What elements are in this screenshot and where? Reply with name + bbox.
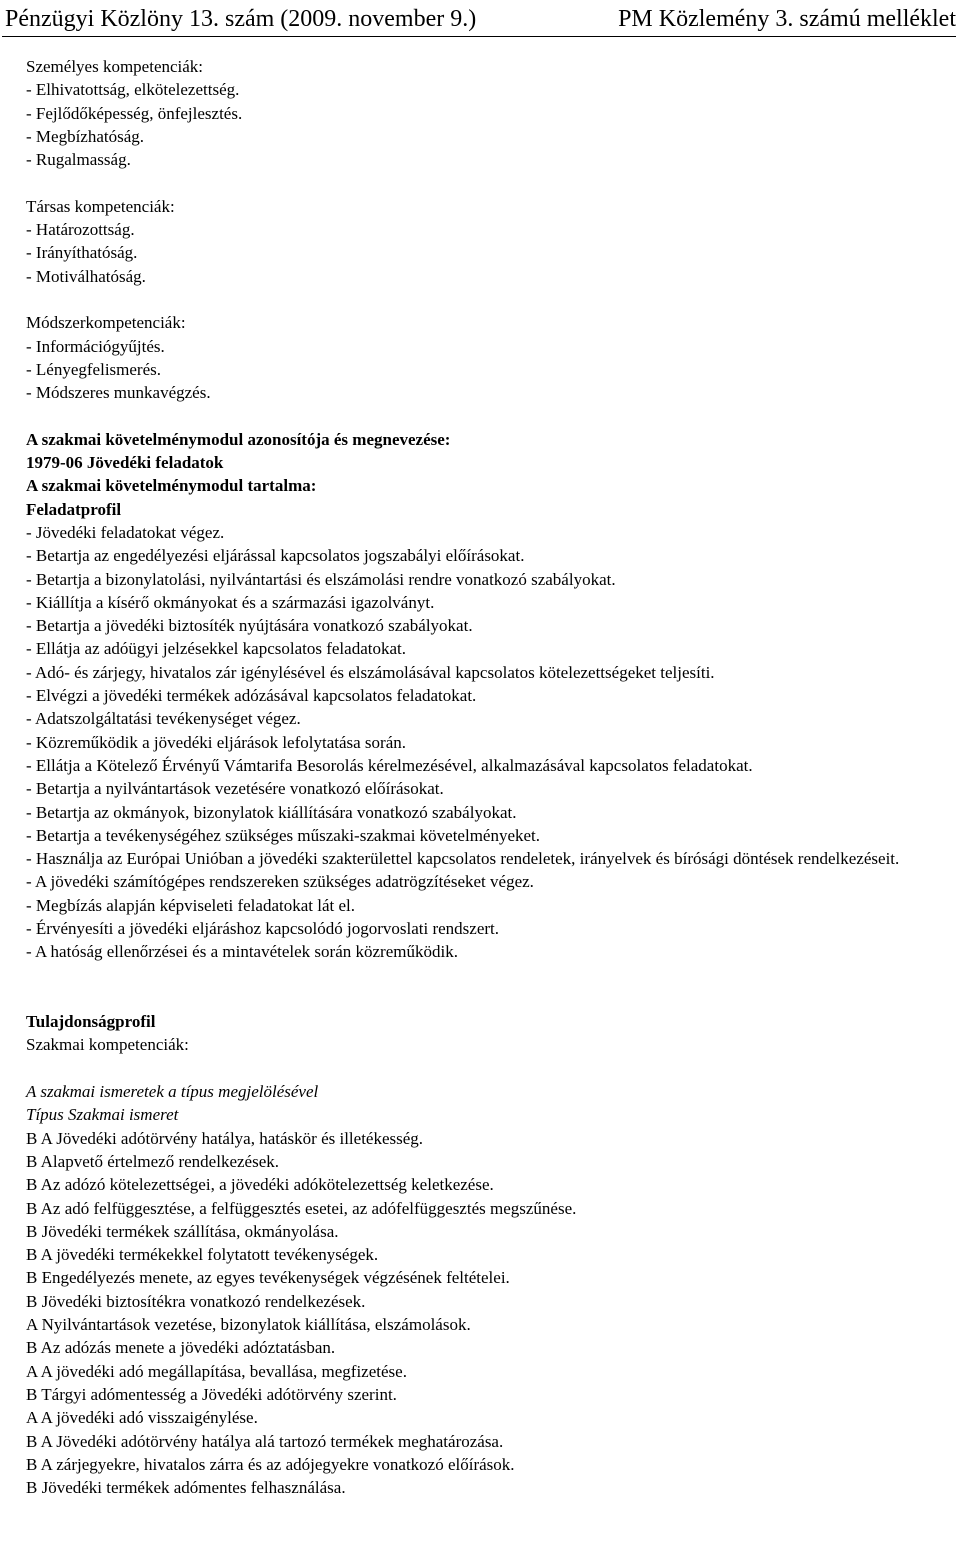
- task-item-wrapped: - Használja az Európai Unióban a jövedéki szakterülettel kapcsolatos rendeletek, irányelvek és bírósági döntések rendelkezéseit.: [26, 849, 900, 869]
- list-item: - Lényegfelismerés.: [26, 359, 161, 379]
- knowledge-column-header: Típus Szakmai ismeret: [26, 1105, 179, 1125]
- knowledge-item: A A jövedéki adó megállapítása, bevallása, megfizetése.: [26, 1361, 407, 1381]
- list-item: - Fejlődőképesség, önfejlesztés.: [26, 103, 243, 123]
- journal-title: Pénzügyi Közlöny 13. szám (2009. november 9.): [5, 6, 477, 32]
- knowledge-item: B A Jövedéki adótörvény hatálya, hatáskör és illetékesség.: [26, 1128, 424, 1148]
- list-item: - Információgyűjtés.: [26, 336, 165, 356]
- knowledge-item: B Az adó felfüggesztése, a felfüggesztés esetei, az adófelfüggesztés megszűnése.: [26, 1198, 577, 1218]
- list-item: - Motiválhatóság.: [26, 266, 146, 286]
- task-item: - Ellátja a Kötelező Érvényű Vámtarifa Besorolás kérelmezésével, alkalmazásával kapcsolatos feladatokat.: [26, 755, 753, 775]
- list-item: - Megbízhatóság.: [26, 126, 145, 146]
- module-id-heading: A szakmai követelménymodul azonosítója és megnevezése:: [26, 429, 451, 449]
- knowledge-caption: A szakmai ismeretek a típus megjelölésével: [26, 1082, 319, 1102]
- method-competencies-title: Módszerkompetenciák:: [26, 313, 186, 333]
- knowledge-item: B A zárjegyekre, hivatalos zárra és az adójegyekre vonatkozó előírások.: [26, 1454, 515, 1474]
- personal-competencies-title: Személyes kompetenciák:: [26, 57, 204, 76]
- task-item: - Betartja a tevékenységéhez szükséges műszaki-szakmai követelményeket.: [26, 825, 541, 845]
- task-item: - Jövedéki feladatokat végez.: [26, 522, 225, 542]
- knowledge-item: B Jövedéki biztosítékra vonatkozó rendelkezések.: [26, 1291, 366, 1311]
- task-item: - Betartja a bizonylatolási, nyilvántartási és elszámolási rendre vonatkozó szabályokat.: [26, 569, 616, 589]
- task-item: - Betartja a jövedéki biztosíték nyújtására vonatkozó szabályokat.: [26, 616, 473, 636]
- knowledge-item: B Jövedéki termékek szállítása, okmányolása.: [26, 1221, 339, 1241]
- module-id-value: 1979-06 Jövedéki feladatok: [26, 453, 224, 473]
- knowledge-item: B Az adózó kötelezettségei, a jövedéki adókötelezettség keletkezése.: [26, 1175, 494, 1195]
- task-item: - Érvényesíti a jövedéki eljáráshoz kapcsolódó jogorvoslati rendszert.: [26, 918, 500, 938]
- module-content-heading: A szakmai követelménymodul tartalma:: [26, 476, 317, 496]
- task-item: - A jövedéki számítógépes rendszereken szükséges adatrögzítéseket végez.: [26, 872, 534, 892]
- knowledge-item: B Az adózás menete a jövedéki adóztatásban.: [26, 1338, 336, 1358]
- list-item: - Irányíthatóság.: [26, 243, 138, 263]
- task-item: - Megbízás alapján képviseleti feladatokat lát el.: [26, 895, 356, 915]
- task-item: - Betartja a nyilvántartások vezetésére vonatkozó előírásokat.: [26, 779, 444, 799]
- annex-title: PM Közlemény 3. számú melléklet: [618, 6, 956, 32]
- knowledge-item: B A jövedéki termékekkel folytatott tevékenységek.: [26, 1245, 379, 1265]
- knowledge-item: B Engedélyezés menete, az egyes tevékenységek végzésének feltételei.: [26, 1268, 510, 1288]
- document-body: [26, 55, 926, 1499]
- task-item: - Adó- és zárjegy, hivatalos zár igénylésével és elszámolásával kapcsolatos kötelezettségeket teljesíti.: [26, 662, 715, 682]
- task-item: - Betartja az engedélyezési eljárással kapcsolatos jogszabályi előírásokat.: [26, 546, 525, 566]
- property-profile-heading: Tulajdonságprofil: [26, 1012, 156, 1032]
- knowledge-item: A A jövedéki adó visszaigénylése.: [26, 1408, 258, 1428]
- task-item: - Kiállítja a kísérő okmányokat és a származási igazolványt.: [26, 592, 435, 612]
- task-profile-heading: Feladatprofil: [26, 499, 122, 519]
- list-item: - Elhivatottság, elkötelezettség.: [26, 80, 240, 100]
- list-item: - Módszeres munkavégzés.: [26, 383, 211, 403]
- professional-competencies-title: Szakmai kompetenciák:: [26, 1035, 189, 1055]
- knowledge-item: A Nyilvántartások vezetése, bizonylatok kiállítása, elszámolások.: [26, 1315, 471, 1335]
- task-item: - Közreműködik a jövedéki eljárások lefolytatása során.: [26, 732, 407, 752]
- list-item: - Rugalmasság.: [26, 150, 131, 170]
- knowledge-item: B A Jövedéki adótörvény hatálya alá tartozó termékek meghatározása.: [26, 1431, 504, 1451]
- task-item: - Adatszolgáltatási tevékenységet végez.: [26, 709, 301, 729]
- knowledge-item: B Alapvető értelmező rendelkezések.: [26, 1151, 279, 1171]
- social-competencies-title: Társas kompetenciák:: [26, 196, 175, 216]
- task-item: - Betartja az okmányok, bizonylatok kiállítására vonatkozó szabályokat.: [26, 802, 517, 822]
- list-item: - Határozottság.: [26, 220, 135, 240]
- knowledge-item: B Jövedéki termékek adómentes felhasználása.: [26, 1478, 346, 1498]
- knowledge-item: B Tárgyi adómentesség a Jövedéki adótörvény szerint.: [26, 1384, 397, 1404]
- task-item: - A hatóság ellenőrzései és a mintavételek során közreműködik.: [26, 942, 458, 962]
- task-item: - Elvégzi a jövedéki termékek adózásával kapcsolatos feladatokat.: [26, 686, 477, 706]
- task-item: - Ellátja az adóügyi jelzésekkel kapcsolatos feladatokat.: [26, 639, 406, 659]
- page-header: [2, 2, 956, 37]
